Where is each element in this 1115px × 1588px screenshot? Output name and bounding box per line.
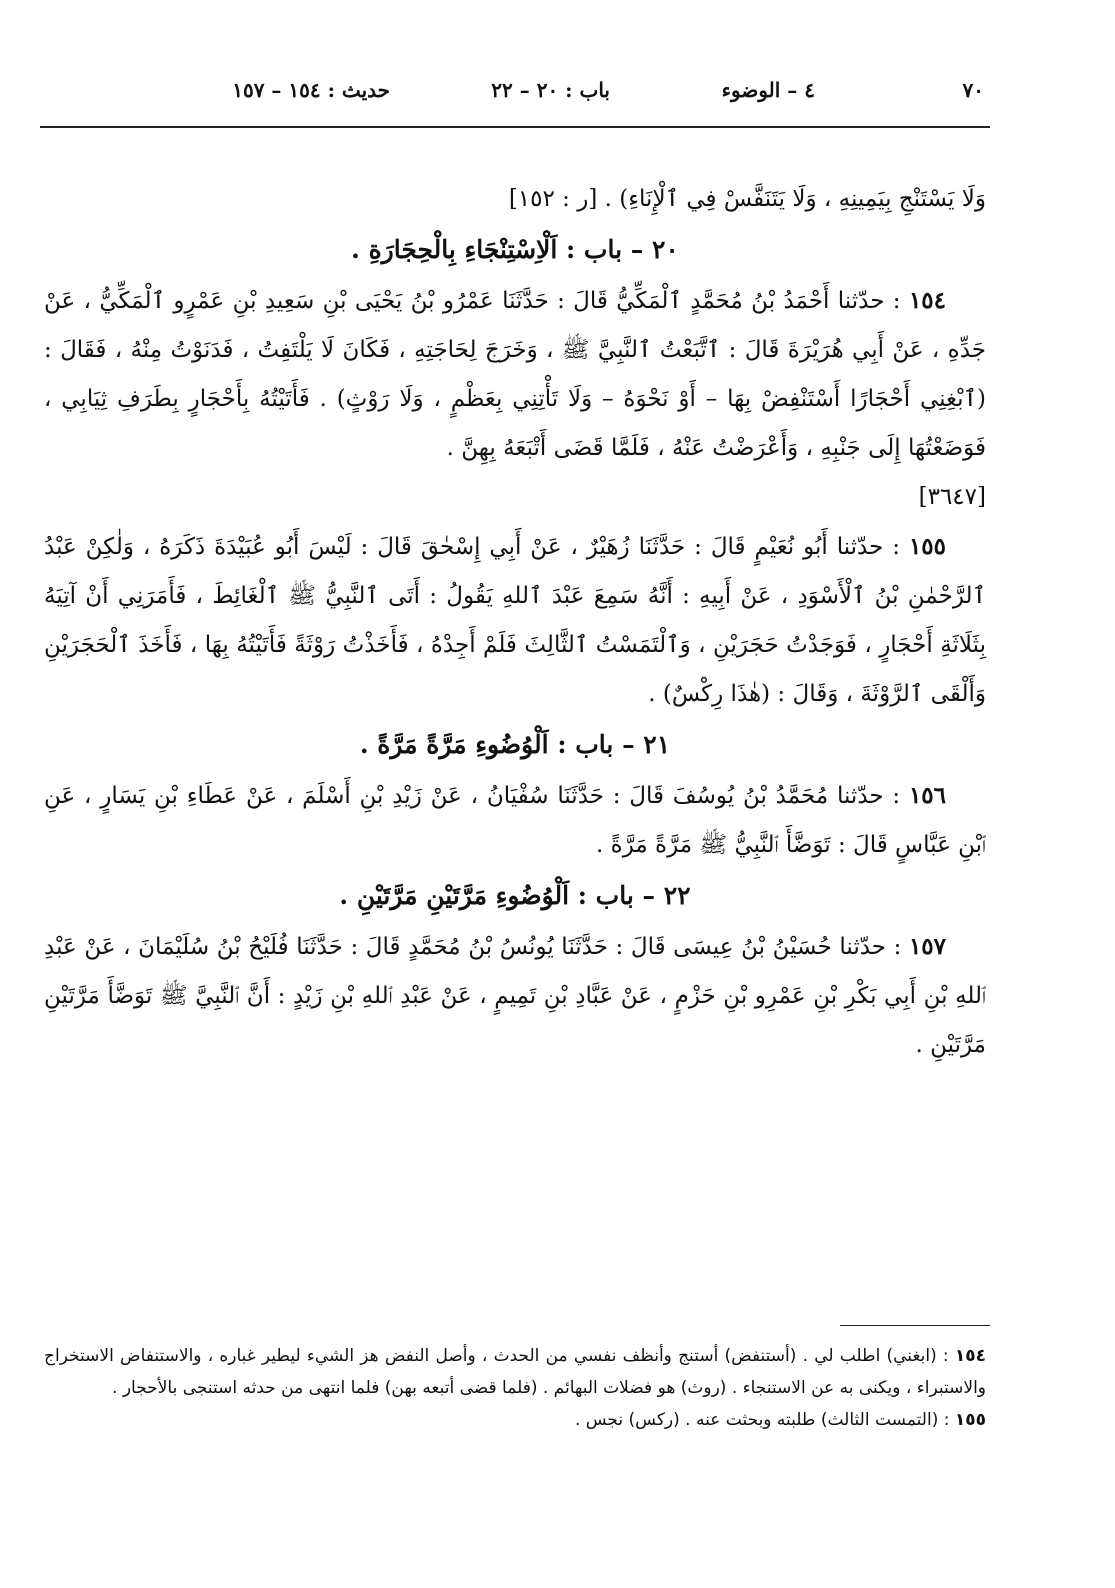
footnotes [44,1340,986,1436]
page-number: ٧٠ [962,78,984,102]
intro-line: وَلَا يَسْتَنْجِ بِيَمِينِهِ ، وَلَا يَتَنَفَّسْ فِي ٱلْإِنَاءِ) . [ر : ١٥٢] [508,186,986,212]
header-divider [40,126,990,128]
footnote-number: ١٥٥ [954,1410,986,1430]
hadith-text: : حدّثنا أَبُو نُعَيْمٍ قَالَ : حَدَّثَنَا زُهَيْرٌ ، عَنْ أَبِي إِسْحٰقَ قَالَ : لَيْسَ أَبُو عُبَيْدَةَ ذَكَرَهُ ، وَلٰكِنْ عَبْدُ ٱلرَّحْمٰنِ بْنُ ٱلْأَسْوَدِ ، عَنْ أَبِيهِ : أَنَّهُ سَمِعَ عَبْدَ ٱللهِ يَقُولُ : أَتَى ٱلنَّبِيُّ ﷺ ٱلْغَائِطَ ، فَأَمَرَنِي أَنْ آتِيَهُ بِثَلَاثَةِ أَحْجَارٍ ، فَوَجَدْتُ حَجَرَيْنِ ، وَٱلْتَمَسْتُ ٱلثَّالِثَ فَلَمْ أَجِدْهُ ، فَأَخَذْتُ رَوْثَةً فَأَتَيْتُهُ بِهَا ، فَأَخَذَ ٱلْحَجَرَيْنِ وَأَلْقَى ٱلرَّوْثَةَ ، وَقَالَ : (هٰذَا رِكْسٌ) . [44,534,986,707]
hadith-text: : حدّثنا مُحَمَّدُ بْنُ يُوسُفَ قَالَ : حَدَّثَنَا سُفْيَانُ ، عَنْ زَيْدِ بْنِ أَسْلَمَ ، عَنْ عَطَاءِ بْنِ يَسَارٍ ، عَنِ ٱبْنِ عَبَّاسٍ قَالَ : تَوَضَّأَ ٱلنَّبِيُّ ﷺ مَرَّةً مَرَّةً . [44,783,986,858]
bab-range: باب : ٢٠ – ٢٢ [491,78,610,102]
hadith-text: : حدّثنا أَحْمَدُ بْنُ مُحَمَّدٍ ٱلْمَكِّيُّ قَالَ : حَدَّثَنَا عَمْرُو بْنُ يَحْيَى بْنِ سَعِيدِ بْنِ عَمْرٍو ٱلْمَكِّيُّ ، عَنْ جَدِّهِ ، عَنْ أَبِي هُرَيْرَةَ قَالَ : ٱتَّبَعْتُ ٱلنَّبِيَّ ﷺ ، وَخَرَجَ لِحَاجَتِهِ ، فَكَانَ لَا يَلْتَفِتُ ، فَدَنَوْتُ مِنْهُ ، فَقَالَ : (ٱبْغِنِي أَحْجَارًا أَسْتَنْفِضْ بِهَا – أَوْ نَحْوَهُ – وَلَا تَأْتِنِي بِعَظْمٍ ، وَلَا رَوْثٍ) . فَأَتَيْتُهُ بِأَحْجَارٍ بِطَرَفِ ثِيَابِي ، فَوَضَعْتُهَا إِلَى جَنْبِهِ ، وَأَعْرَضْتُ عَنْهُ ، فَلَمَّا قَضَى أَتْبَعَهُ بِهِنَّ . [44,288,986,461]
hadith-156 [44,771,986,870]
hadith-157 [44,922,986,1070]
chapter-22-title: ٢٢ – باب : اَلْوُضُوءِ مَرَّتَيْنِ مَرَّتَيْنِ . [339,881,691,910]
hadith-154-reference: [٣٦٤٧] [918,484,986,510]
hadith-number: ١٥٧ [908,933,947,960]
footnote-154 [44,1340,986,1404]
chapter-20-title: ٢٠ – باب : اَلْاِسْتِنْجَاءِ بِالْحِجَارَةِ . [351,235,679,264]
footnote-text: : (ابغني) اطلب لي . (أستنفض) أستنج وأنظف نفسي من الحدث ، وأصل النفض هز الشيء ليطير غباره ، والاستنفاض الاستخراج والاستبراء ، ويكنى به عن الاستنجاء . (روث) هو فضلات البهائم . (فلما قضى أتبعه بهن) فلما انتهى من حدثه استنجى بالأحجار . [44,1346,986,1398]
running-header [40,78,990,118]
footnote-text: : (التمست الثالث) طلبته وبحثت عنه . (ركس) نجس . [574,1410,950,1430]
hadith-text: : حدّثنا حُسَيْنُ بْنُ عِيسَى قَالَ : حَدَّثَنَا يُونُسُ بْنُ مُحَمَّدٍ قَالَ : حَدَّثَنَا فُلَيْحُ بْنُ سُلَيْمَانَ ، عَنْ عَبْدِ ٱللهِ بْنِ أَبِي بَكْرِ بْنِ عَمْرِو بْنِ حَزْمٍ ، عَنْ عَبَّادِ بْنِ تَمِيمٍ ، عَنْ عَبْدِ ٱللهِ بْنِ زَيْدٍ : أَنَّ ٱلنَّبِيَّ ﷺ تَوَضَّأَ مَرَّتَيْنِ مَرَّتَيْنِ . [44,934,986,1058]
footnote-divider [840,1325,990,1326]
book-page [40,60,990,1530]
footnote-155 [44,1404,986,1436]
hadith-range: حديث : ١٥٤ – ١٥٧ [232,78,390,102]
chapter-name: ٤ – الوضوء [721,78,815,102]
main-text [44,175,986,1070]
hadith-154 [44,276,986,473]
hadith-number: ١٥٤ [908,287,946,314]
hadith-number: ١٥٥ [908,533,946,560]
hadith-155 [44,522,986,719]
hadith-number: ١٥٦ [908,782,947,809]
chapter-21-title: ٢١ – باب : اَلْوُضُوءِ مَرَّةً مَرَّةً . [359,730,671,759]
footnote-number: ١٥٤ [954,1346,986,1366]
